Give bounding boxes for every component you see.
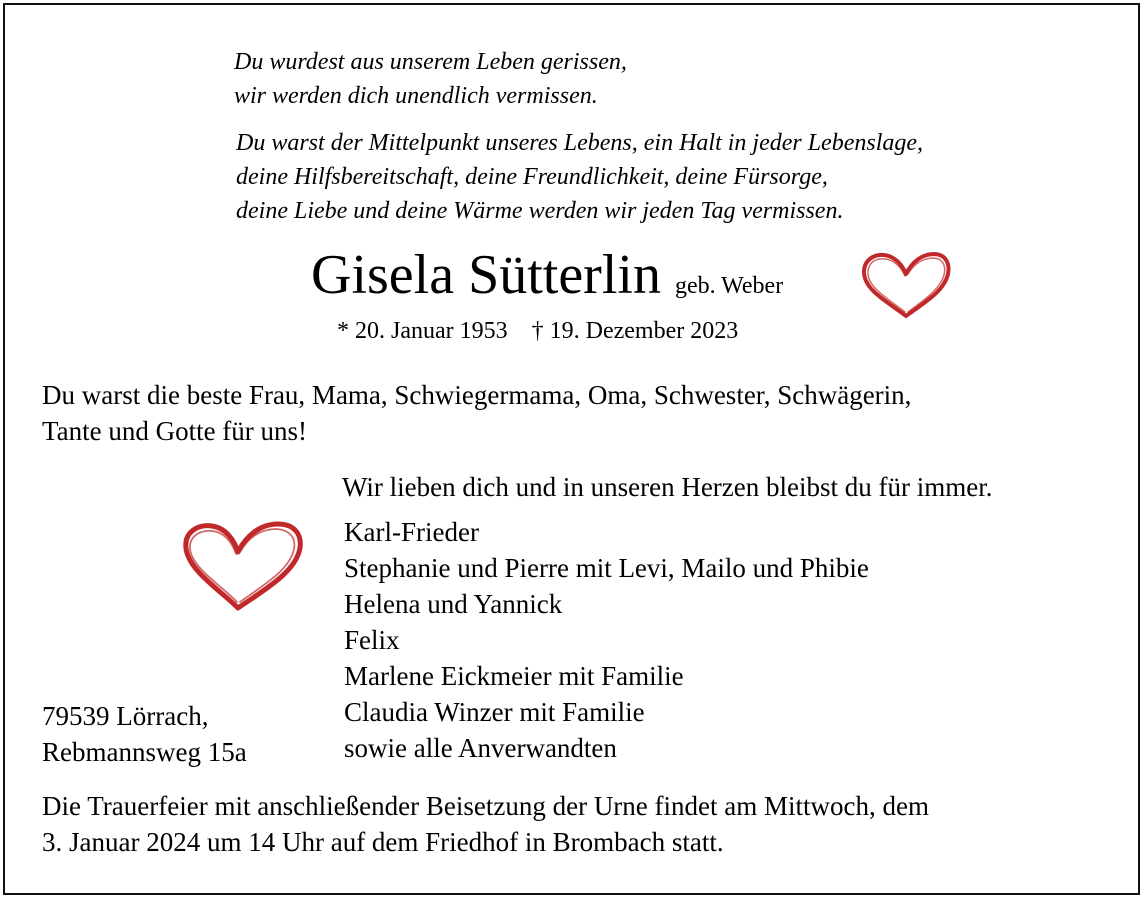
list-item: Felix (344, 625, 400, 655)
birth-date: * 20. Januar 1953 (337, 318, 508, 344)
deceased-name-block (311, 244, 783, 306)
poem-stanza-2 (236, 126, 923, 228)
funeral-line: 3. Januar 2024 um 14 Uhr auf dem Friedhof in Brombach statt. (42, 827, 724, 857)
life-dates (337, 318, 738, 345)
tribute-line: Tante und Gotte für uns! (42, 416, 308, 446)
funeral-line: Die Trauerfeier mit anschließender Beisetzung der Urne findet am Mittwoch, dem (42, 791, 929, 821)
list-item: Stephanie und Pierre mit Levi, Mailo und Phibie (344, 553, 869, 583)
death-date: † 19. Dezember 2023 (531, 318, 739, 344)
maiden-name: geb. Weber (674, 273, 784, 299)
list-item: sowie alle Anverwandten (344, 733, 617, 763)
poem-line: deine Liebe und deine Wärme werden wir jeden Tag vermissen. (236, 198, 844, 224)
list-item: Marlene Eickmeier mit Familie (344, 661, 684, 691)
tribute-text (42, 377, 911, 449)
list-item: Helena und Yannick (344, 589, 563, 619)
list-item: Karl-Frieder (344, 517, 479, 547)
heart-icon (180, 520, 306, 614)
address-line: Rebmannsweg 15a (42, 737, 247, 767)
mourners-list (344, 514, 869, 766)
deceased-name: Gisela Sütterlin (311, 244, 661, 306)
heart-icon (858, 250, 954, 322)
poem-line: deine Hilfsbereitschaft, deine Freundlichkeit, deine Fürsorge, (236, 164, 828, 190)
address (42, 698, 247, 770)
tribute-line: Du warst die beste Frau, Mama, Schwiegermama, Oma, Schwester, Schwägerin, (42, 380, 912, 410)
address-line: 79539 Lörrach, (42, 701, 209, 731)
list-item: Claudia Winzer mit Familie (344, 697, 645, 727)
funeral-info (42, 788, 929, 860)
poem-line: Du warst der Mittelpunkt unseres Lebens, ein Halt in jeder Lebenslage, (236, 130, 924, 156)
poem-line: wir werden dich unendlich vermissen. (234, 83, 598, 109)
poem-stanza-1 (234, 45, 627, 113)
poem-line: Du wurdest aus unserem Leben gerissen, (234, 49, 627, 75)
love-line: Wir lieben dich und in unseren Herzen bleibst du für immer. (342, 472, 993, 502)
